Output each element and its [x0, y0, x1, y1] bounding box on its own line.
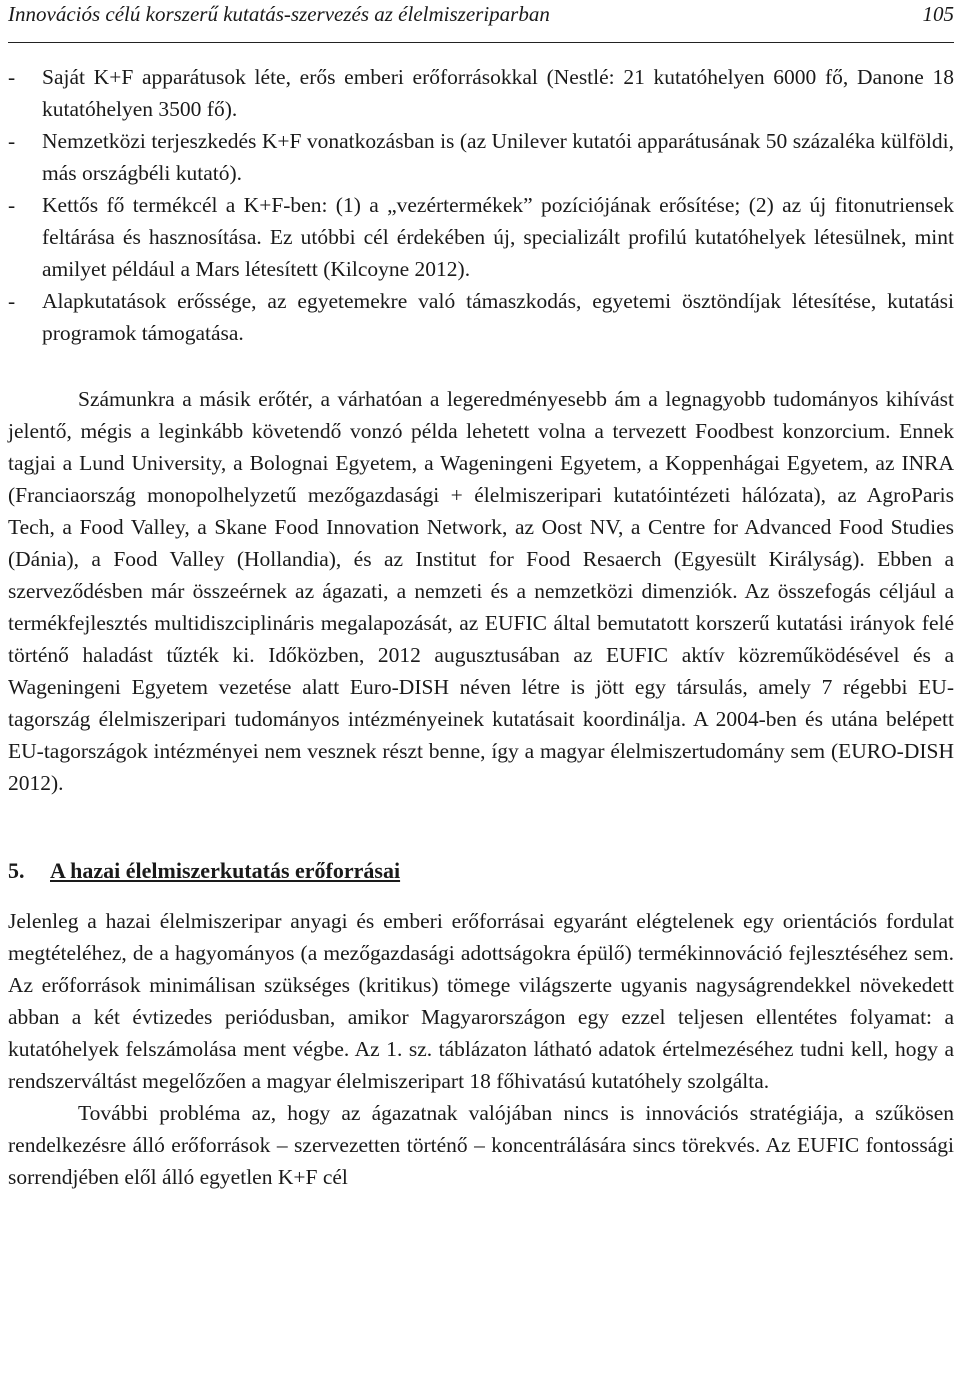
list-item-text: Nemzetközi terjeszkedés K+F vonatkozásban is (az Unilever kutatói apparátusának 50 százaléka külföldi, más országbéli kutató).: [42, 129, 954, 185]
document-page: [8, 0, 954, 1193]
dash-marker: -: [8, 289, 16, 313]
body-paragraph: További probléma az, hogy az ágazatnak valójában nincs is innovációs stratégiája, a szűkösen rendelkezésre álló erőforrások – szervezetten történő – koncentrálására sincs törekvés. Az EUFIC fontossági sorrendjében elől álló egyetlen K+F cél: [8, 1101, 954, 1189]
body-paragraph: Számunkra a másik erőtér, a várhatóan a legeredményesebb ám a legnagyobb tudományos kihívást jelentő, mégis a leginkább követendő vonzó példa lehetett volna a tervezett Foodbest konzorcium. Ennek tagjai a Lund University, a Bolognai Egyetem, a Wageningeni Egyetem, a Koppenhágai Egyetem, az INRA (Franciaország monopolhelyzetű mezőgazdasági + élelmiszeripari kutatóintézeti hálózata), az AgroParis Tech, a Food Valley, a Skane Food Innovation Network, az Oost NV, a Centre for Advanced Food Studies (Dánia), a Food Valley (Hollandia), és az Institut for Food Resaerch (Egyesült Királyság). Ebben a szerveződésben már összeérnek az ágazati, a nemzeti és a nemzetközi dimenziók. Az összefogás céljául a termékfejlesztés multidiszciplináris megalapozását, az EUFIC által bemutatott korszerű kutatási irányok felé történő haladást tűzték ki. Időközben, 2012 augusztusában az EUFIC aktív közreműködésével és a Wageningeni Egyetem vezetése alatt Euro-DISH néven létre is jött egy társulás, amely 7 régebbi EU-tagország élelmiszeripari tudományos intézményeinek kutatásait koordinálja. A 2004-ben és utána belépett EU-tagországok intézményei nem vesznek részt benne, így a magyar élelmiszertudomány sem (EURO-DISH 2012).: [8, 387, 954, 795]
list-item-text: Alapkutatások erőssége, az egyetemekre való támaszkodás, egyetemi ösztöndíjak létesítése, kutatási programok támogatása.: [42, 289, 954, 345]
list-item-text: Kettős fő termékcél a K+F-ben: (1) a „vezértermékek” pozíciójának erősítése; (2) az új fitonutriensek feltárása és hasznosítása. Ez utóbbi cél érdekében új, specializált profilú kutatóhelyek létesülnek, mint amilyet például a Mars létesített (Kilcoyne 2012).: [42, 193, 954, 281]
dash-marker: -: [8, 65, 16, 89]
list-item-text: Saját K+F apparátusok léte, erős emberi erőforrásokkal (Nestlé: 21 kutatóhelyen 6000 fő, Danone 18 kutatóhelyen 3500 fő).: [42, 65, 954, 121]
running-header: [8, 0, 954, 43]
body-paragraph: Jelenleg a hazai élelmiszeripar anyagi és emberi erőforrásai egyaránt elégtelenek egy orientációs fordulat megtételéhez, de a hagyományos (a mezőgazdasági adottságokra épülő) termékinnováció fejlesztéséhez sem. Az erőforrások minimálisan szükséges (kritikus) tömege világszerte ugyanis nagyságrendekkel növekedett abban a két évtizedes periódusban, amikor Magyarországon egy ezzel teljesen ellentétes folyamat: a kutatóhelyek felszámolása ment végbe. Az 1. sz. táblázaton látható adatok értelmezéséhez tudni kell, hogy a rendszerváltást megelőzően a magyar élelmiszeripart 18 főhivatású kutatóhely szolgálta.: [8, 909, 954, 1093]
list-item: [8, 285, 954, 349]
page-number: 105: [922, 2, 954, 26]
bullet-list: [8, 61, 954, 349]
list-item: [8, 189, 954, 285]
dash-marker: -: [8, 193, 16, 217]
dash-marker: -: [8, 129, 16, 153]
section-title: A hazai élelmiszerkutatás erőforrásai: [50, 858, 401, 883]
list-item: [8, 125, 954, 189]
list-item: [8, 61, 954, 125]
header-title: Innovációs célú korszerű kutatás-szervezés az élelmiszeriparban: [8, 2, 550, 26]
section-number: 5.: [8, 858, 25, 883]
section-heading: [8, 855, 954, 887]
